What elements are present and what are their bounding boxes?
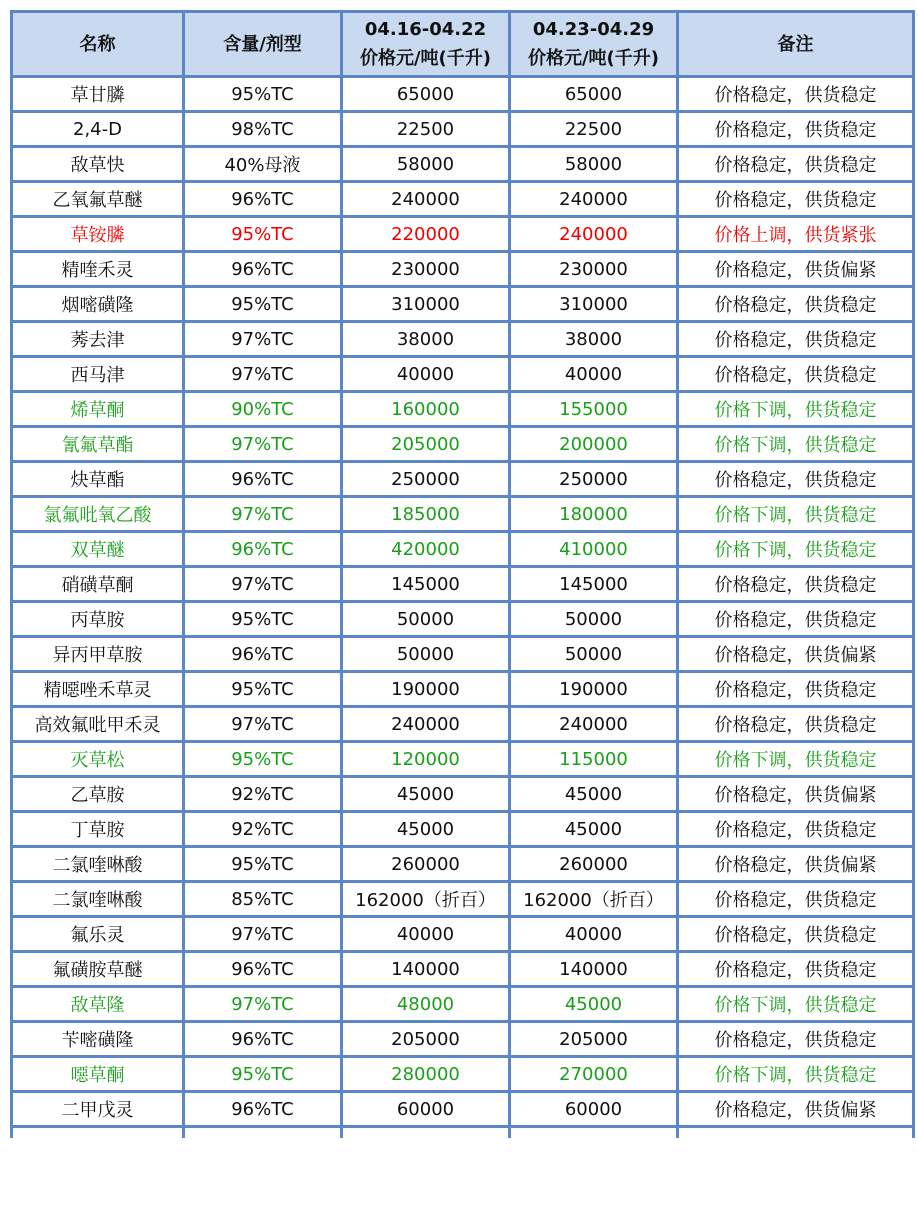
price-table bbox=[10, 10, 915, 1138]
cell-price-week2: 200000 bbox=[510, 427, 678, 462]
cell-remark: 价格稳定，供货稳定 bbox=[678, 147, 914, 182]
cell-remark: 价格下调，供货稳定 bbox=[678, 497, 914, 532]
cell-spec: 96%TC bbox=[184, 637, 342, 672]
cell-name: 草铵膦 bbox=[12, 217, 184, 252]
cell-name: 噁草酮 bbox=[12, 1057, 184, 1092]
cell-price-week1: 50000 bbox=[342, 637, 510, 672]
header-week1-unit: 价格元/吨(千升) bbox=[359, 48, 492, 69]
cell-spec: 85%TC bbox=[184, 882, 342, 917]
cell-remark: 价格稳定，供货稳定 bbox=[678, 812, 914, 847]
cell-spec: 95%TC bbox=[184, 602, 342, 637]
header-remark: 备注 bbox=[678, 12, 914, 77]
cell-remark: 价格稳定，供货偏紧 bbox=[678, 637, 914, 672]
cell-price-week2: 260000 bbox=[510, 847, 678, 882]
cell-name: 炔草酯 bbox=[12, 462, 184, 497]
cell-name: 二氯喹啉酸 bbox=[12, 847, 184, 882]
cell-name: 苄嘧磺隆 bbox=[12, 1022, 184, 1057]
cell-remark: 价格稳定，供货偏紧 bbox=[678, 847, 914, 882]
cell-name: 高效氟吡甲禾灵 bbox=[12, 707, 184, 742]
cell-name: 氰氟草酯 bbox=[12, 427, 184, 462]
cell-price-week2: 310000 bbox=[510, 287, 678, 322]
cell-remark: 价格稳定，供货稳定 bbox=[678, 602, 914, 637]
cell-price-week2: 115000 bbox=[510, 742, 678, 777]
header-week1-range: 04.16-04.22 bbox=[364, 19, 487, 40]
header-name: 名称 bbox=[12, 12, 184, 77]
cell-price-week1: 38000 bbox=[342, 322, 510, 357]
cell-empty bbox=[510, 1127, 678, 1139]
header-spec: 含量/剂型 bbox=[184, 12, 342, 77]
cell-price-week2: 40000 bbox=[510, 357, 678, 392]
cell-price-week1: 205000 bbox=[342, 427, 510, 462]
cell-empty bbox=[12, 1127, 184, 1139]
cell-spec: 98%TC bbox=[184, 112, 342, 147]
cell-spec: 40%母液 bbox=[184, 147, 342, 182]
cell-spec: 97%TC bbox=[184, 427, 342, 462]
cell-price-week2: 240000 bbox=[510, 217, 678, 252]
table-row bbox=[12, 77, 914, 112]
cell-name: 莠去津 bbox=[12, 322, 184, 357]
cell-spec: 97%TC bbox=[184, 497, 342, 532]
cell-name: 敌草隆 bbox=[12, 987, 184, 1022]
cell-price-week1: 58000 bbox=[342, 147, 510, 182]
cell-price-week2: 180000 bbox=[510, 497, 678, 532]
cell-price-week2: 140000 bbox=[510, 952, 678, 987]
cell-remark: 价格下调，供货稳定 bbox=[678, 392, 914, 427]
cell-price-week2: 58000 bbox=[510, 147, 678, 182]
cell-spec: 95%TC bbox=[184, 217, 342, 252]
cell-price-week1: 190000 bbox=[342, 672, 510, 707]
cell-price-week1: 45000 bbox=[342, 812, 510, 847]
cell-spec: 95%TC bbox=[184, 672, 342, 707]
cell-price-week1: 40000 bbox=[342, 357, 510, 392]
cell-spec: 97%TC bbox=[184, 707, 342, 742]
table-row bbox=[12, 637, 914, 672]
table-row bbox=[12, 847, 914, 882]
cell-remark: 价格稳定，供货稳定 bbox=[678, 77, 914, 112]
table-row bbox=[12, 742, 914, 777]
cell-spec: 92%TC bbox=[184, 777, 342, 812]
cell-price-week2: 65000 bbox=[510, 77, 678, 112]
cell-spec: 95%TC bbox=[184, 742, 342, 777]
cell-remark: 价格稳定，供货稳定 bbox=[678, 112, 914, 147]
cell-name: 丙草胺 bbox=[12, 602, 184, 637]
cell-price-week2: 50000 bbox=[510, 602, 678, 637]
cell-price-week1: 185000 bbox=[342, 497, 510, 532]
cell-remark: 价格稳定，供货稳定 bbox=[678, 357, 914, 392]
cell-spec: 96%TC bbox=[184, 952, 342, 987]
cell-empty bbox=[342, 1127, 510, 1139]
cell-remark: 价格稳定，供货稳定 bbox=[678, 462, 914, 497]
cell-empty bbox=[678, 1127, 914, 1139]
cell-remark: 价格稳定，供货稳定 bbox=[678, 182, 914, 217]
cell-spec: 96%TC bbox=[184, 182, 342, 217]
cell-spec: 96%TC bbox=[184, 1022, 342, 1057]
cell-price-week1: 160000 bbox=[342, 392, 510, 427]
cell-price-week2: 205000 bbox=[510, 1022, 678, 1057]
cell-remark: 价格下调，供货稳定 bbox=[678, 1057, 914, 1092]
cell-spec: 97%TC bbox=[184, 987, 342, 1022]
cell-name: 烯草酮 bbox=[12, 392, 184, 427]
cell-remark: 价格下调，供货稳定 bbox=[678, 987, 914, 1022]
cell-price-week1: 65000 bbox=[342, 77, 510, 112]
table-row bbox=[12, 777, 914, 812]
cell-price-week1: 250000 bbox=[342, 462, 510, 497]
table-row bbox=[12, 182, 914, 217]
cell-remark: 价格稳定，供货偏紧 bbox=[678, 252, 914, 287]
table-row bbox=[12, 882, 914, 917]
cell-price-week1: 230000 bbox=[342, 252, 510, 287]
cell-name: 西马津 bbox=[12, 357, 184, 392]
cell-spec: 96%TC bbox=[184, 252, 342, 287]
cell-spec: 92%TC bbox=[184, 812, 342, 847]
cell-price-week2: 240000 bbox=[510, 707, 678, 742]
cell-name: 丁草胺 bbox=[12, 812, 184, 847]
table-row bbox=[12, 602, 914, 637]
header-row bbox=[12, 12, 914, 77]
table-row bbox=[12, 672, 914, 707]
cell-name: 氟乐灵 bbox=[12, 917, 184, 952]
cell-spec: 95%TC bbox=[184, 287, 342, 322]
cell-remark: 价格上调，供货紧张 bbox=[678, 217, 914, 252]
table-row bbox=[12, 462, 914, 497]
cell-spec: 97%TC bbox=[184, 322, 342, 357]
cell-price-week2: 45000 bbox=[510, 812, 678, 847]
table-row bbox=[12, 147, 914, 182]
cell-price-week1: 220000 bbox=[342, 217, 510, 252]
cell-remark: 价格稳定，供货稳定 bbox=[678, 882, 914, 917]
cell-name: 草甘膦 bbox=[12, 77, 184, 112]
cell-remark: 价格稳定，供货偏紧 bbox=[678, 777, 914, 812]
cell-price-week2: 60000 bbox=[510, 1092, 678, 1127]
header-week2-range: 04.23-04.29 bbox=[532, 19, 655, 40]
cell-name: 精喹禾灵 bbox=[12, 252, 184, 287]
cell-price-week1: 40000 bbox=[342, 917, 510, 952]
cell-price-week2: 230000 bbox=[510, 252, 678, 287]
cell-spec: 95%TC bbox=[184, 77, 342, 112]
cell-remark: 价格稳定，供货稳定 bbox=[678, 917, 914, 952]
table-row bbox=[12, 1092, 914, 1127]
cell-price-week2: 22500 bbox=[510, 112, 678, 147]
cell-spec: 90%TC bbox=[184, 392, 342, 427]
cell-price-week1: 280000 bbox=[342, 1057, 510, 1092]
cell-price-week1: 50000 bbox=[342, 602, 510, 637]
cell-remark: 价格稳定，供货偏紧 bbox=[678, 1092, 914, 1127]
cell-spec: 96%TC bbox=[184, 1092, 342, 1127]
cell-name: 2,4-D bbox=[12, 112, 184, 147]
table-row bbox=[12, 392, 914, 427]
table-row bbox=[12, 707, 914, 742]
cell-price-week1: 48000 bbox=[342, 987, 510, 1022]
table-row bbox=[12, 252, 914, 287]
cell-price-week2: 40000 bbox=[510, 917, 678, 952]
cell-remark: 价格稳定，供货稳定 bbox=[678, 322, 914, 357]
cell-price-week2: 155000 bbox=[510, 392, 678, 427]
cell-price-week1: 240000 bbox=[342, 707, 510, 742]
cell-name: 敌草快 bbox=[12, 147, 184, 182]
cell-remark: 价格稳定，供货稳定 bbox=[678, 287, 914, 322]
cell-price-week1: 60000 bbox=[342, 1092, 510, 1127]
table-row bbox=[12, 112, 914, 147]
cell-price-week1: 162000（折百） bbox=[342, 882, 510, 917]
cell-price-week1: 240000 bbox=[342, 182, 510, 217]
cell-price-week1: 420000 bbox=[342, 532, 510, 567]
cell-name: 异丙甲草胺 bbox=[12, 637, 184, 672]
table-row bbox=[12, 357, 914, 392]
header-week2-unit: 价格元/吨(千升) bbox=[527, 48, 660, 69]
cell-name: 灭草松 bbox=[12, 742, 184, 777]
cell-price-week2: 240000 bbox=[510, 182, 678, 217]
cell-remark: 价格稳定，供货稳定 bbox=[678, 567, 914, 602]
cell-name: 氟磺胺草醚 bbox=[12, 952, 184, 987]
cell-remark: 价格稳定，供货稳定 bbox=[678, 707, 914, 742]
table-row bbox=[12, 287, 914, 322]
table-row-partial bbox=[12, 1127, 914, 1139]
cell-name: 乙草胺 bbox=[12, 777, 184, 812]
cell-price-week1: 22500 bbox=[342, 112, 510, 147]
cell-price-week2: 50000 bbox=[510, 637, 678, 672]
cell-price-week2: 38000 bbox=[510, 322, 678, 357]
cell-remark: 价格稳定，供货稳定 bbox=[678, 1022, 914, 1057]
cell-price-week1: 205000 bbox=[342, 1022, 510, 1057]
cell-remark: 价格稳定，供货稳定 bbox=[678, 952, 914, 987]
cell-name: 硝磺草酮 bbox=[12, 567, 184, 602]
cell-remark: 价格下调，供货稳定 bbox=[678, 532, 914, 567]
table-row bbox=[12, 322, 914, 357]
table-row bbox=[12, 917, 914, 952]
cell-price-week2: 270000 bbox=[510, 1057, 678, 1092]
table-row bbox=[12, 427, 914, 462]
table-row bbox=[12, 497, 914, 532]
cell-price-week2: 190000 bbox=[510, 672, 678, 707]
cell-price-week2: 410000 bbox=[510, 532, 678, 567]
cell-remark: 价格下调，供货稳定 bbox=[678, 742, 914, 777]
cell-price-week2: 162000（折百） bbox=[510, 882, 678, 917]
cell-remark: 价格下调，供货稳定 bbox=[678, 427, 914, 462]
cell-price-week1: 260000 bbox=[342, 847, 510, 882]
table-row bbox=[12, 987, 914, 1022]
header-week2 bbox=[510, 12, 678, 77]
cell-spec: 97%TC bbox=[184, 567, 342, 602]
cell-name: 烟嘧磺隆 bbox=[12, 287, 184, 322]
cell-price-week2: 45000 bbox=[510, 777, 678, 812]
cell-spec: 95%TC bbox=[184, 847, 342, 882]
table-row bbox=[12, 1022, 914, 1057]
cell-remark: 价格稳定，供货稳定 bbox=[678, 672, 914, 707]
cell-price-week1: 120000 bbox=[342, 742, 510, 777]
table-row bbox=[12, 812, 914, 847]
cell-spec: 96%TC bbox=[184, 532, 342, 567]
cell-name: 精噁唑禾草灵 bbox=[12, 672, 184, 707]
cell-spec: 95%TC bbox=[184, 1057, 342, 1092]
cell-price-week1: 310000 bbox=[342, 287, 510, 322]
table-row bbox=[12, 952, 914, 987]
cell-name: 乙氧氟草醚 bbox=[12, 182, 184, 217]
table-row bbox=[12, 1057, 914, 1092]
cell-spec: 96%TC bbox=[184, 462, 342, 497]
cell-spec: 97%TC bbox=[184, 357, 342, 392]
cell-name: 二氯喹啉酸 bbox=[12, 882, 184, 917]
cell-price-week1: 45000 bbox=[342, 777, 510, 812]
cell-name: 氯氟吡氧乙酸 bbox=[12, 497, 184, 532]
cell-spec: 97%TC bbox=[184, 917, 342, 952]
cell-empty bbox=[184, 1127, 342, 1139]
cell-price-week1: 145000 bbox=[342, 567, 510, 602]
cell-price-week2: 145000 bbox=[510, 567, 678, 602]
cell-name: 双草醚 bbox=[12, 532, 184, 567]
cell-price-week1: 140000 bbox=[342, 952, 510, 987]
cell-price-week2: 45000 bbox=[510, 987, 678, 1022]
table-row bbox=[12, 532, 914, 567]
cell-name: 二甲戊灵 bbox=[12, 1092, 184, 1127]
table-row bbox=[12, 217, 914, 252]
table-row bbox=[12, 567, 914, 602]
header-week1 bbox=[342, 12, 510, 77]
cell-price-week2: 250000 bbox=[510, 462, 678, 497]
